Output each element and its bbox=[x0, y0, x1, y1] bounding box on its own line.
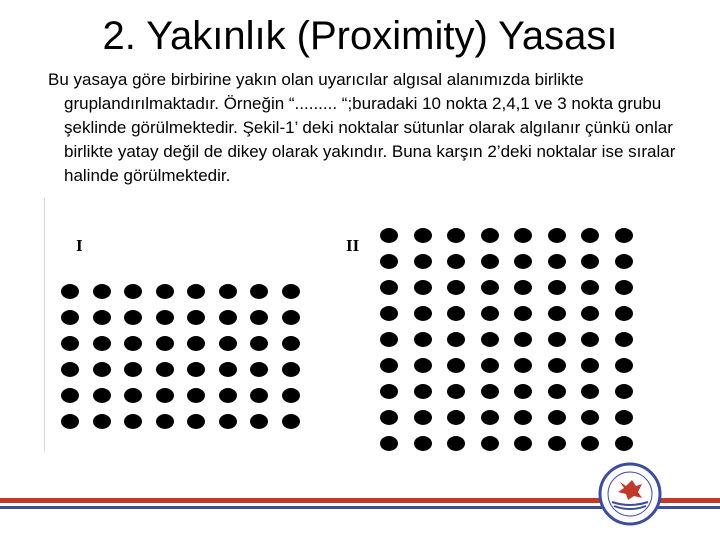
dot bbox=[380, 332, 398, 347]
dot bbox=[380, 306, 398, 321]
dot bbox=[156, 310, 174, 325]
dot bbox=[93, 414, 111, 429]
dot bbox=[187, 414, 205, 429]
dot bbox=[481, 358, 499, 373]
dot bbox=[548, 228, 566, 243]
dot bbox=[514, 410, 532, 425]
dot bbox=[414, 280, 432, 295]
dot bbox=[219, 310, 237, 325]
dot bbox=[548, 280, 566, 295]
dot bbox=[250, 388, 268, 403]
dot bbox=[124, 310, 142, 325]
dot bbox=[514, 332, 532, 347]
dot bbox=[124, 362, 142, 377]
dot bbox=[447, 410, 465, 425]
dot bbox=[447, 306, 465, 321]
dot bbox=[93, 310, 111, 325]
dot bbox=[414, 358, 432, 373]
dot bbox=[219, 414, 237, 429]
dot bbox=[414, 384, 432, 399]
dot bbox=[447, 332, 465, 347]
dot bbox=[447, 436, 465, 451]
dot bbox=[615, 384, 633, 399]
dot bbox=[548, 358, 566, 373]
dot bbox=[514, 358, 532, 373]
dot bbox=[380, 228, 398, 243]
university-logo-icon bbox=[598, 462, 662, 526]
dot bbox=[250, 414, 268, 429]
dot bbox=[548, 254, 566, 269]
dot bbox=[615, 332, 633, 347]
dot bbox=[93, 284, 111, 299]
dot bbox=[615, 436, 633, 451]
dot bbox=[187, 310, 205, 325]
dot bbox=[481, 436, 499, 451]
dot bbox=[282, 284, 300, 299]
dot bbox=[514, 280, 532, 295]
dot bbox=[380, 280, 398, 295]
dot bbox=[581, 280, 599, 295]
dot bbox=[250, 284, 268, 299]
dot bbox=[581, 254, 599, 269]
dot bbox=[447, 228, 465, 243]
dot bbox=[481, 280, 499, 295]
dot bbox=[380, 384, 398, 399]
dot bbox=[61, 284, 79, 299]
dot bbox=[124, 388, 142, 403]
dot bbox=[219, 336, 237, 351]
dot bbox=[124, 414, 142, 429]
dot bbox=[481, 228, 499, 243]
dot bbox=[414, 410, 432, 425]
slide-body-text: Bu yasaya göre birbirine yakın olan uyarıcılar algısal alanımızda birlikte gruplandırılmaktadır. Örneğin “......... “;buradaki 10 nokta 2,4,1 ve 3 nokta grubu şeklinde görülmektedir. Şekil-1’ deki noktalar sütunlar olarak algılanır çünkü onlar birlikte yatay değil de dikey olarak yakındır. Buna karşın 2’deki noktalar ise sıralar halinde görülmektedir. bbox=[48, 70, 676, 185]
dot bbox=[615, 254, 633, 269]
dot bbox=[481, 254, 499, 269]
dot bbox=[615, 228, 633, 243]
dot bbox=[414, 332, 432, 347]
dot bbox=[282, 336, 300, 351]
dot bbox=[380, 254, 398, 269]
dot bbox=[548, 436, 566, 451]
dot bbox=[282, 310, 300, 325]
dot bbox=[548, 410, 566, 425]
dot bbox=[548, 384, 566, 399]
dot bbox=[156, 284, 174, 299]
dot bbox=[93, 388, 111, 403]
figure-label-1: I bbox=[76, 236, 83, 255]
dot bbox=[380, 436, 398, 451]
dot bbox=[514, 384, 532, 399]
dot bbox=[61, 388, 79, 403]
figure-label-2: II bbox=[346, 236, 360, 255]
dot bbox=[615, 410, 633, 425]
dot bbox=[481, 384, 499, 399]
dot bbox=[380, 358, 398, 373]
dot bbox=[61, 336, 79, 351]
dot bbox=[61, 362, 79, 377]
slide-title: 2. Yakınlık (Proximity) Yasası bbox=[102, 14, 618, 58]
dot bbox=[187, 336, 205, 351]
dot bbox=[187, 284, 205, 299]
dot bbox=[219, 284, 237, 299]
dot bbox=[514, 306, 532, 321]
dot bbox=[514, 436, 532, 451]
dot bbox=[219, 362, 237, 377]
dot bbox=[581, 306, 599, 321]
dot bbox=[93, 362, 111, 377]
dot bbox=[250, 362, 268, 377]
dot bbox=[282, 388, 300, 403]
dot bbox=[414, 306, 432, 321]
dot bbox=[481, 332, 499, 347]
dot bbox=[447, 358, 465, 373]
dot bbox=[414, 228, 432, 243]
dot bbox=[61, 414, 79, 429]
dot bbox=[61, 310, 79, 325]
dot bbox=[581, 332, 599, 347]
dot bbox=[581, 358, 599, 373]
dot bbox=[156, 336, 174, 351]
dot bbox=[124, 336, 142, 351]
dot bbox=[380, 410, 398, 425]
dot bbox=[447, 254, 465, 269]
dot bbox=[514, 228, 532, 243]
dot bbox=[447, 384, 465, 399]
dot bbox=[581, 436, 599, 451]
dot bbox=[581, 228, 599, 243]
dot bbox=[282, 414, 300, 429]
dot bbox=[514, 254, 532, 269]
dot bbox=[615, 280, 633, 295]
dot bbox=[250, 336, 268, 351]
dot bbox=[156, 414, 174, 429]
dot bbox=[548, 332, 566, 347]
dot bbox=[93, 336, 111, 351]
dot bbox=[219, 388, 237, 403]
dot bbox=[481, 306, 499, 321]
dot bbox=[414, 436, 432, 451]
dot bbox=[581, 384, 599, 399]
dot bbox=[187, 362, 205, 377]
dot bbox=[447, 280, 465, 295]
dot bbox=[124, 284, 142, 299]
dot bbox=[615, 306, 633, 321]
dot bbox=[481, 410, 499, 425]
dot bbox=[282, 362, 300, 377]
dot bbox=[548, 306, 566, 321]
dot bbox=[581, 410, 599, 425]
dot bbox=[156, 362, 174, 377]
dot bbox=[156, 388, 174, 403]
dot bbox=[187, 388, 205, 403]
dot bbox=[615, 358, 633, 373]
dot bbox=[414, 254, 432, 269]
dot bbox=[250, 310, 268, 325]
